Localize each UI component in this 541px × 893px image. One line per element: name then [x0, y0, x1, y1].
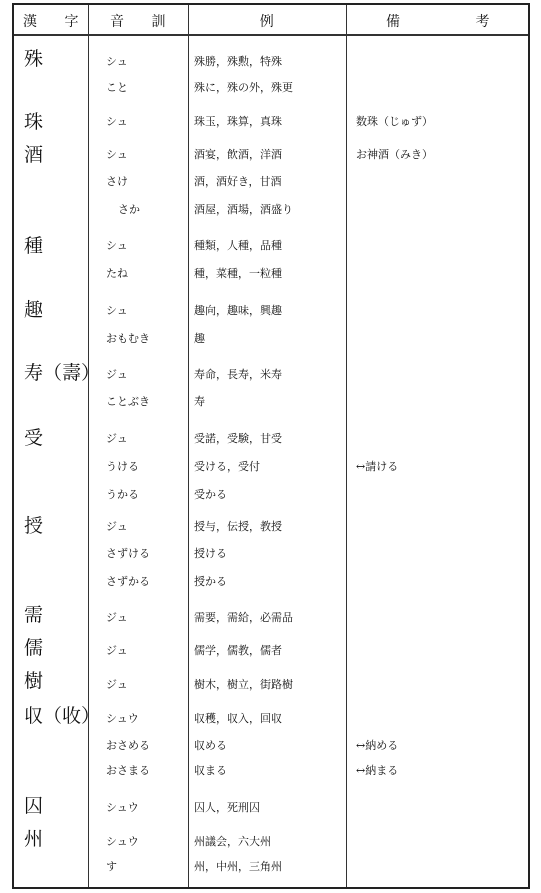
kanji-cell: 州 [24, 828, 44, 850]
kanji-cell: 酒 [24, 144, 44, 166]
example-cell: 儒学，儒教，儒者 [194, 644, 282, 657]
example-cell: 収まる [194, 764, 227, 777]
kanji-cell: 趣 [24, 299, 44, 321]
example-cell: 酒宴，飲酒，洋酒 [194, 148, 282, 161]
kanji-cell: 収（收） [24, 705, 101, 727]
reading-cell: ジュ [106, 368, 128, 381]
kanji-cell: 殊 [24, 48, 44, 70]
remark-cell: ↔納める [356, 739, 399, 752]
kanji-cell: 授 [24, 515, 44, 537]
example-cell: 州議会，六大州 [194, 835, 271, 848]
reading-cell: さずける [106, 547, 150, 560]
reading-cell: す [106, 860, 117, 873]
remark-cell: 数珠（じゅず） [356, 115, 433, 128]
reading-cell: シュウ [106, 801, 139, 814]
reading-cell: ジュ [106, 678, 128, 691]
reading-cell: ジュ [106, 520, 128, 533]
example-cell: 酒屋，酒場，酒盛り [194, 203, 293, 216]
reading-cell: ことぶき [106, 395, 150, 408]
example-cell: 樹木，樹立，街路樹 [194, 678, 293, 691]
remark-cell: ↔請ける [356, 460, 399, 473]
example-cell: 囚人，死刑囚 [194, 801, 260, 814]
reading-cell: うける [106, 460, 139, 473]
kanji-cell: 樹 [24, 670, 44, 692]
example-cell: 殊勝，殊勲，特殊 [194, 55, 282, 68]
reading-cell: ジュ [106, 611, 128, 624]
example-cell: 種，菜種，一粒種 [194, 267, 282, 280]
reading-cell: こと [106, 81, 128, 94]
kanji-cell: 珠 [24, 111, 44, 133]
header-onkun: 音 訓 [110, 13, 166, 30]
reading-cell: シュウ [106, 835, 139, 848]
kanji-cell: 需 [24, 604, 44, 626]
example-cell: 趣 [194, 332, 205, 345]
example-cell: 収穫，収入，回収 [194, 712, 282, 725]
reading-cell: シュ [106, 239, 128, 252]
example-cell: 趣向，趣味，興趣 [194, 304, 282, 317]
remark-cell: ↔納まる [356, 764, 399, 777]
reading-cell: ジュ [106, 432, 128, 445]
example-cell: 酒，酒好き，甘酒 [194, 175, 282, 188]
example-cell: 授かる [194, 575, 227, 588]
reading-cell: シュ [106, 148, 128, 161]
example-cell: 需要，需給，必需品 [194, 611, 293, 624]
example-cell: 珠玉，珠算，真珠 [194, 115, 282, 128]
kanji-reading-table [12, 3, 530, 889]
reading-cell: シュ [106, 304, 128, 317]
kanji-cell: 種 [24, 235, 44, 257]
example-cell: 殊に，殊の外，殊更 [194, 81, 293, 94]
header-kanji: 漢 字 [23, 13, 79, 30]
column-divider [88, 5, 89, 887]
example-cell: 種類，人種，品種 [194, 239, 282, 252]
example-cell: 受ける，受付 [194, 460, 260, 473]
reading-cell: シュ [106, 55, 128, 68]
kanji-cell: 儒 [24, 637, 44, 659]
remark-cell: お神酒（みき） [356, 148, 433, 161]
reading-cell: さずかる [106, 575, 150, 588]
example-cell: 州，中州，三角州 [194, 860, 282, 873]
example-cell: 授与，伝授，教授 [194, 520, 282, 533]
column-divider [188, 5, 189, 887]
kanji-cell: 寿（壽） [24, 362, 101, 384]
example-cell: 寿命，長寿，米寿 [194, 368, 282, 381]
reading-cell: シュ [106, 115, 128, 128]
header-remarks: 備 考 [386, 13, 490, 30]
reading-cell: おもむき [106, 332, 150, 345]
reading-cell: シュウ [106, 712, 139, 725]
reading-cell: おさまる [106, 764, 150, 777]
reading-cell: さか [118, 203, 140, 216]
example-cell: 収める [194, 739, 227, 752]
example-cell: 受諾，受験，甘受 [194, 432, 282, 445]
reading-cell: さけ [106, 175, 128, 188]
example-cell: 受かる [194, 488, 227, 501]
example-cell: 授ける [194, 547, 227, 560]
reading-cell: おさめる [106, 739, 150, 752]
reading-cell: ジュ [106, 644, 128, 657]
kanji-cell: 受 [24, 427, 44, 449]
example-cell: 寿 [194, 395, 205, 408]
reading-cell: うかる [106, 488, 139, 501]
kanji-cell: 囚 [24, 795, 44, 817]
column-divider [346, 5, 347, 887]
header-examples: 例 [259, 13, 275, 30]
reading-cell: たね [106, 267, 128, 280]
